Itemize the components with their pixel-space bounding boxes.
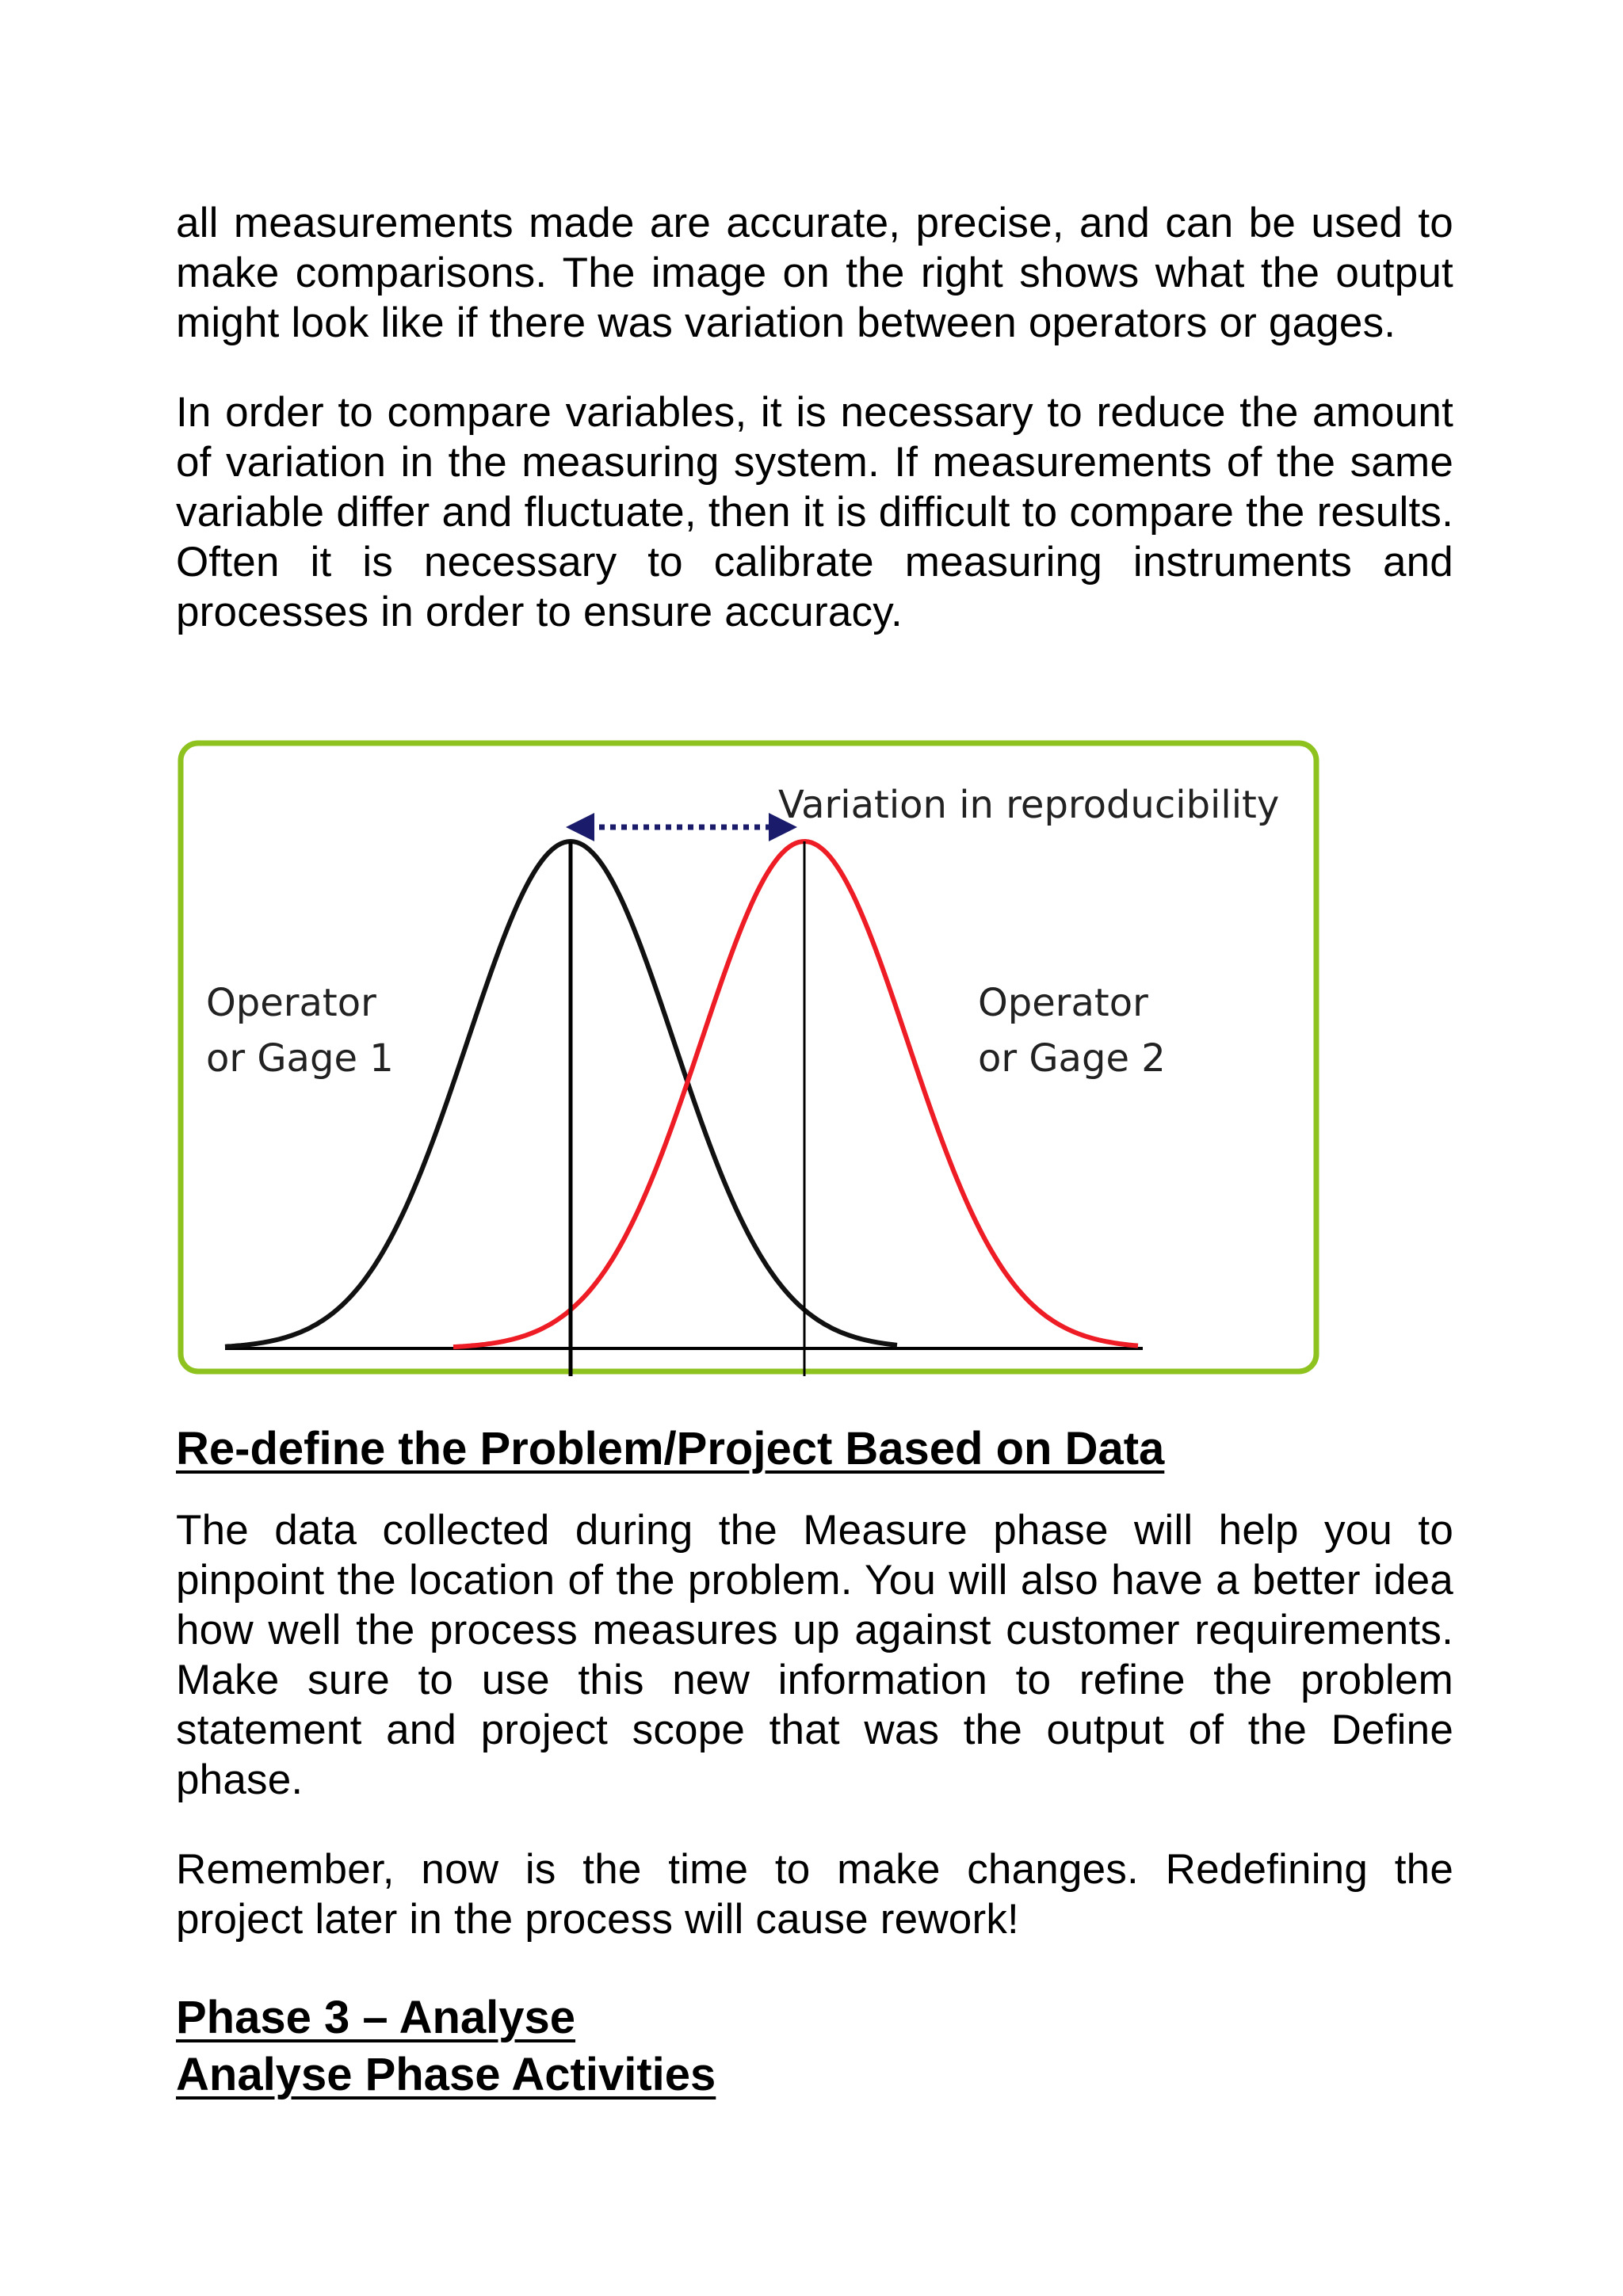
label-gage-2: or Gage 2 <box>978 1036 1166 1081</box>
label-operator-left: Operator <box>206 981 376 1025</box>
paragraph-measure-data: The data collected during the Measure phase will help you to pinpoint the location of the problem. You will also have a better idea how well the process measures up against customer requirements. Make sure to use this new information to refine the problem statement and project scope that was the output of the Define phase. <box>176 1507 1453 1803</box>
paragraph-reduce-variation: In order to compare variables, it is necessary to reduce the amount of variation in the measuring system. If measurements of the same variable differ and fluctuate, then it is difficult to compare the results. Often it is necessary to calibrate measuring instruments and processes in order to ensure accuracy. <box>176 389 1453 635</box>
reproducibility-diagram <box>176 738 1321 1376</box>
heading-analyse-phase-activities: Analyse Phase Activities <box>176 2049 716 2100</box>
label-gage-1: or Gage 1 <box>206 1036 394 1081</box>
document-page <box>176 198 1453 2100</box>
paragraph-measurement-accuracy: all measurements made are accurate, precise, and can be used to make comparisons. The image on the right shows what the output might look like if there was variation between operators or gages. <box>176 200 1453 346</box>
heading-phase-3-analyse: Phase 3 – Analyse <box>176 1992 576 2043</box>
heading-redefine-problem: Re-define the Problem/Project Based on Data <box>176 1423 1165 1474</box>
reproducibility-figure <box>176 738 1321 1376</box>
label-variation-in-reproducibility: Variation in reproducibility <box>778 783 1280 827</box>
redefine-section-body <box>176 1505 1453 1944</box>
paragraph-remember-changes: Remember, now is the time to make changes. Redefining the project later in the process will cause rework! <box>176 1846 1453 1943</box>
label-operator-right: Operator <box>978 981 1148 1025</box>
